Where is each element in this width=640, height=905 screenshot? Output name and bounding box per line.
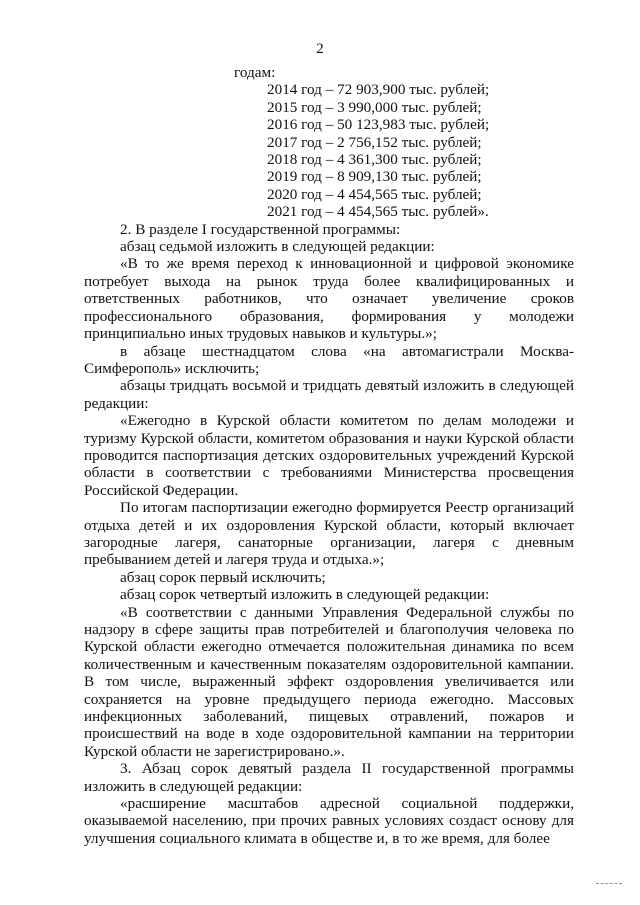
margin-mark [596, 883, 622, 885]
paragraph: «В то же время переход к инновационной и цифровой экономике потребует выхода на рынок труда более квалифицированных и ответственных работников, что означает увеличение сроков профессионального образования, формирования у молодежи принципиально иных трудовых навыков и культуры.»; [84, 255, 574, 343]
paragraph: «расширение масштабов адресной социальной поддержки, оказываемой населению, при прочих равных условиях создаст основу для улучшения социального климата в обществе и, в то же время, для более [84, 795, 574, 847]
paragraph: «В соответствии с данными Управления Федеральной службы по надзору в сфере защиты прав потребителей и благополучия человека по Курской области ежегодно отмечается положительная динамика по всем количественным и качественным показателям оздоровительной кампании. В том числе, выраженный эффект оздоровления увеличивается или сохраняется на уровне предыдущего периода ежегодно. Массовых инфекционных заболеваний, пищевых отравлений, пожаров и происшествий на воде в ходе оздоровительной кампании на территории Курской области не зарегистрировано.». [84, 603, 574, 760]
funding-year-line: 2021 год – 4 454,565 тыс. рублей». [267, 203, 489, 221]
paragraph: 2. В разделе I государственной программы: [120, 220, 401, 238]
funding-year-line: 2018 год – 4 361,300 тыс. рублей; [267, 151, 482, 169]
funding-year-list [84, 81, 574, 220]
document-body [84, 64, 574, 847]
funding-year-line: 2016 год – 50 123,983 тыс. рублей; [267, 116, 490, 134]
paragraph: абзац сорок четвертый изложить в следующей редакции: [120, 586, 490, 604]
funding-year-line: 2014 год – 72 903,900 тыс. рублей; [267, 81, 490, 99]
funding-label: годам: [234, 64, 276, 81]
paragraph: «Ежегодно в Курской области комитетом по делам молодежи и туризму Курской области, комитетом образования и науки Курской области проводится паспортизация детских оздоровительных учреждений Курской области в соответствии с требованиями Министерства просвещения Российской Федерации. [84, 412, 574, 499]
paragraph: абзац сорок первый исключить; [120, 568, 326, 586]
paragraph: По итогам паспортизации ежегодно формируется Реестр организаций отдыха детей и их оздоровления Курской области, который включает загородные лагеря, санаторные организации, лагеря с дневным пребыванием детей и лагеря труда и отдыха.»; [84, 499, 574, 569]
funding-year-line: 2020 год – 4 454,565 тыс. рублей; [267, 185, 482, 203]
funding-year-line: 2019 год – 8 909,130 тыс. рублей; [267, 168, 482, 186]
paragraph: 3. Абзац сорок девятый раздела II государственной программы изложить в следующей редакции: [84, 760, 574, 795]
paragraph: в абзаце шестнадцатом слова «на автомагистрали Москва-Симферополь» исключить; [84, 342, 574, 377]
funding-year-line: 2017 год – 2 756,152 тыс. рублей; [267, 133, 482, 151]
page-number: 2 [316, 41, 324, 57]
funding-year-line: 2015 год – 3 990,000 тыс. рублей; [267, 98, 482, 116]
paragraph: абзац седьмой изложить в следующей редакции: [120, 238, 435, 256]
paragraph: абзацы тридцать восьмой и тридцать девятый изложить в следующей редакции: [84, 377, 574, 412]
